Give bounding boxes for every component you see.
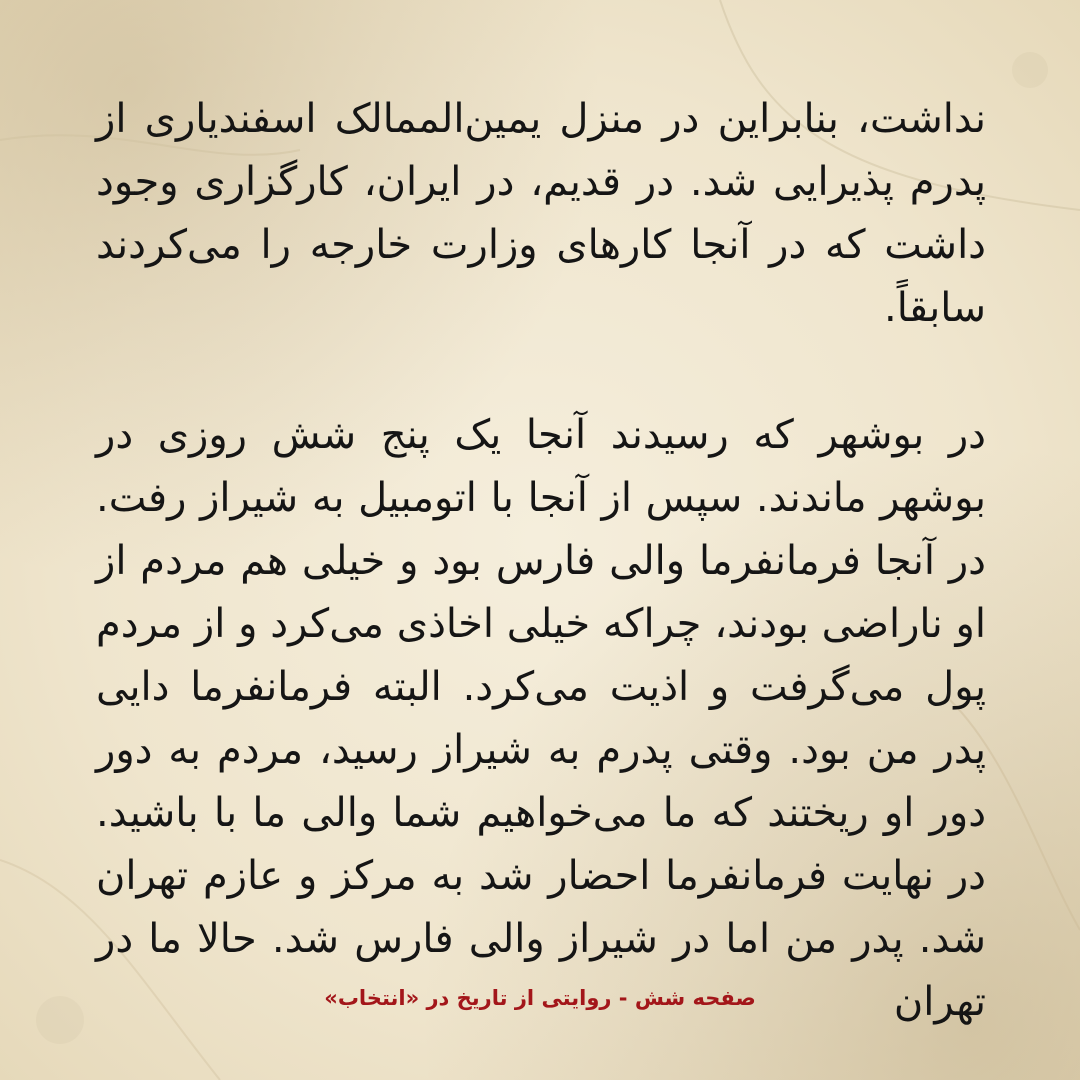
paragraph-spacer	[96, 340, 986, 404]
paragraph-2: در بوشهر که رسیدند آنجا یک پنج شش روزی در بوشهر ماندند. سپس از آنجا با اتومبیل به شیراز رفت. در آنجا فرمانفرما والی فارس بود و خیلی هم مردم از او ناراضی بودند، چراکه خیلی اخاذی می‌کرد و از مردم پول می‌گرفت و اذیت می‌کرد. البته فرمانفرما دایی پدر من بود. وقتی پدرم به شیراز رسید، مردم به دور دور او ریختند که ما می‌خواهیم شما والی ما با باشید. در نهایت فرمانفرما احضار شد به مرکز و عازم تهران شد. پدر من اما در شیراز والی فارس شد. حالا ما در تهران	[96, 412, 986, 1025]
article-body	[96, 88, 986, 1034]
page-footer: صفحه شش - روایتی از تاریخ در «انتخاب»	[324, 986, 756, 1010]
paragraph-1: نداشت، بنابراین در منزل یمین‌الممالک اسفندیاری از پدرم پذیرایی شد. در قدیم، در ایران، کارگزاری وجود داشت که در آنجا کارهای وزارت خارجه را می‌کردند سابقاً.	[96, 96, 986, 331]
